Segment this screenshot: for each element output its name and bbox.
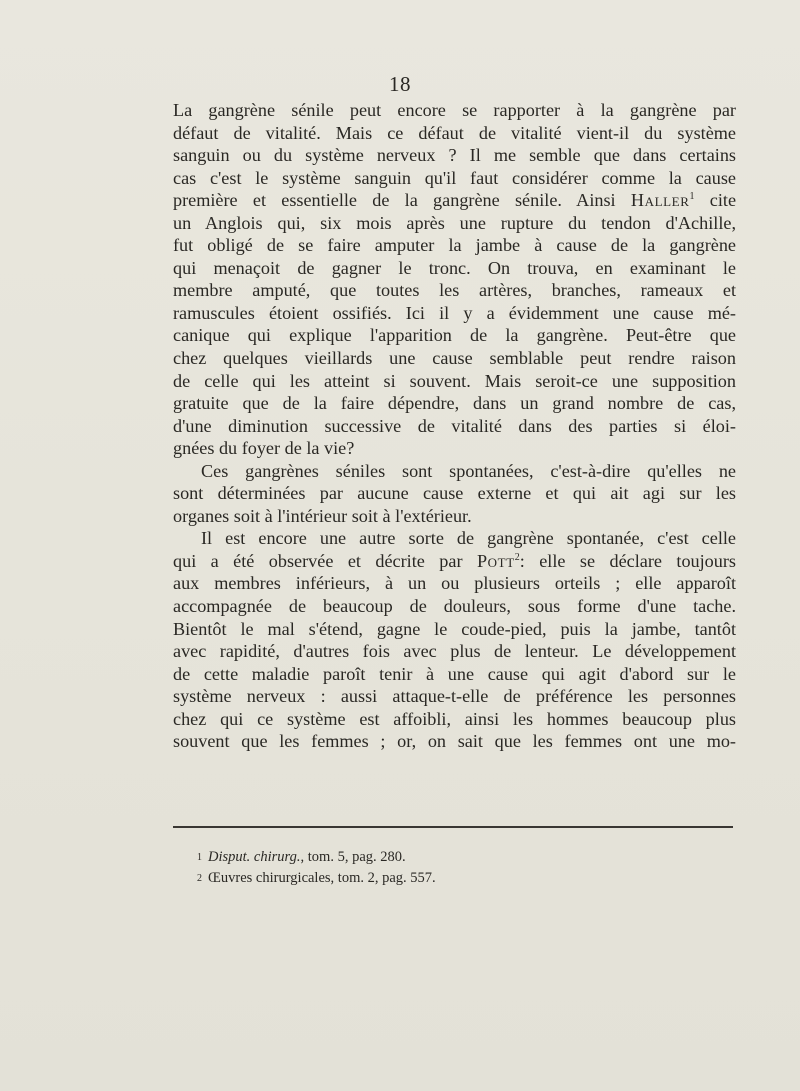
- footnote-title: Disput. chirurg.: [208, 849, 301, 865]
- text-line: gnées du foyer de la vie?: [173, 438, 355, 459]
- footnote-reference: 1: [689, 191, 695, 203]
- footnote-2: [197, 868, 436, 889]
- text-line: chez quelques vieillards une cause semblable peut rendre raison: [173, 348, 736, 369]
- text-line: aux membres inférieurs, à un ou plusieurs orteils ; elle apparoît: [173, 573, 736, 594]
- text-line: qui menaçoit de gagner le tronc. On trouva, en examinant le: [173, 257, 736, 278]
- author-name-haller: Haller: [630, 190, 690, 211]
- text-line: sanguin ou du système nerveux ? Il me semble que dans certains: [173, 145, 736, 166]
- footnote-reference: 2: [514, 551, 520, 563]
- text-line: un Anglois qui, six mois après une rupture du tendon d'Achille,: [173, 212, 736, 233]
- footnote-mark: 1: [197, 852, 202, 863]
- text-line: défaut de vitalité. Mais ce défaut de vitalité vient-il du système: [173, 122, 736, 143]
- text-line-with-reference: [173, 550, 736, 573]
- text-line: système nerveux : aussi attaque-t-elle de préférence les personnes: [173, 686, 736, 707]
- footnote-divider: [173, 826, 733, 828]
- text-line: fut obligé de se faire amputer la jambe à cause de la gangrène: [173, 235, 736, 256]
- text-line: gratuite que de la faire dépendre, dans un grand nombre de cas,: [173, 393, 736, 414]
- text-segment: cite: [709, 190, 737, 211]
- text-line: ramuscules étoient ossifiés. Ici il y a évidemment une cause mé-: [173, 302, 736, 323]
- text-segment: : elle se déclare toujours: [519, 550, 737, 571]
- text-line-with-reference: [173, 189, 736, 212]
- text-line: sont déterminées par aucune cause externe et qui ait agi sur les: [173, 483, 736, 504]
- text-line: d'une diminution successive de vitalité dans des parties si éloi-: [173, 415, 736, 436]
- text-line: Ces gangrènes séniles sont spontanées, c'est-à-dire qu'elles ne: [201, 460, 736, 481]
- text-segment: première et essentielle de la gangrène sénile. Ainsi: [173, 190, 616, 211]
- text-line: Bientôt le mal s'étend, gagne le coude-pied, puis la jambe, tantôt: [173, 618, 736, 639]
- text-line: de cette maladie paroît tenir à une cause qui agit d'abord sur le: [173, 663, 736, 684]
- page-number: 18: [389, 72, 411, 96]
- text-line: cas c'est le système sanguin qu'il faut considérer comme la cause: [173, 167, 736, 188]
- footnote-text: Œuvres chirurgicales, tom. 2, pag. 557.: [208, 870, 436, 886]
- footnote-1: [197, 847, 436, 868]
- text-line: La gangrène sénile peut encore se rapporter à la gangrène par: [173, 100, 736, 120]
- text-line: chez qui ce système est affoibli, ainsi les hommes beaucoup plus: [173, 708, 736, 729]
- body-text: [173, 99, 736, 753]
- text-line: de celle qui les atteint si souvent. Mais seroit-ce une supposition: [173, 370, 736, 391]
- text-line: membre amputé, que toutes les artères, branches, rameaux et: [173, 280, 736, 301]
- text-line: souvent que les femmes ; or, on sait que les femmes ont une mo-: [173, 731, 736, 752]
- text-line: Il est encore une autre sorte de gangrène spontanée, c'est celle: [201, 528, 736, 549]
- text-segment: qui a été observée et décrite par: [173, 550, 463, 571]
- author-name-pott: Pott: [476, 550, 515, 571]
- footnote-text: , tom. 5, pag. 280.: [300, 849, 406, 865]
- footnotes: [197, 847, 436, 889]
- text-line: avec rapidité, d'autres fois avec plus de lenteur. Le développement: [173, 641, 736, 662]
- text-line: organes soit à l'intérieur soit à l'extérieur.: [173, 505, 472, 526]
- text-line: canique qui explique l'apparition de la gangrène. Peut-être que: [173, 325, 736, 346]
- text-line: accompagnée de beaucoup de douleurs, sous forme d'une tache.: [173, 596, 736, 617]
- footnote-mark: 2: [197, 873, 202, 884]
